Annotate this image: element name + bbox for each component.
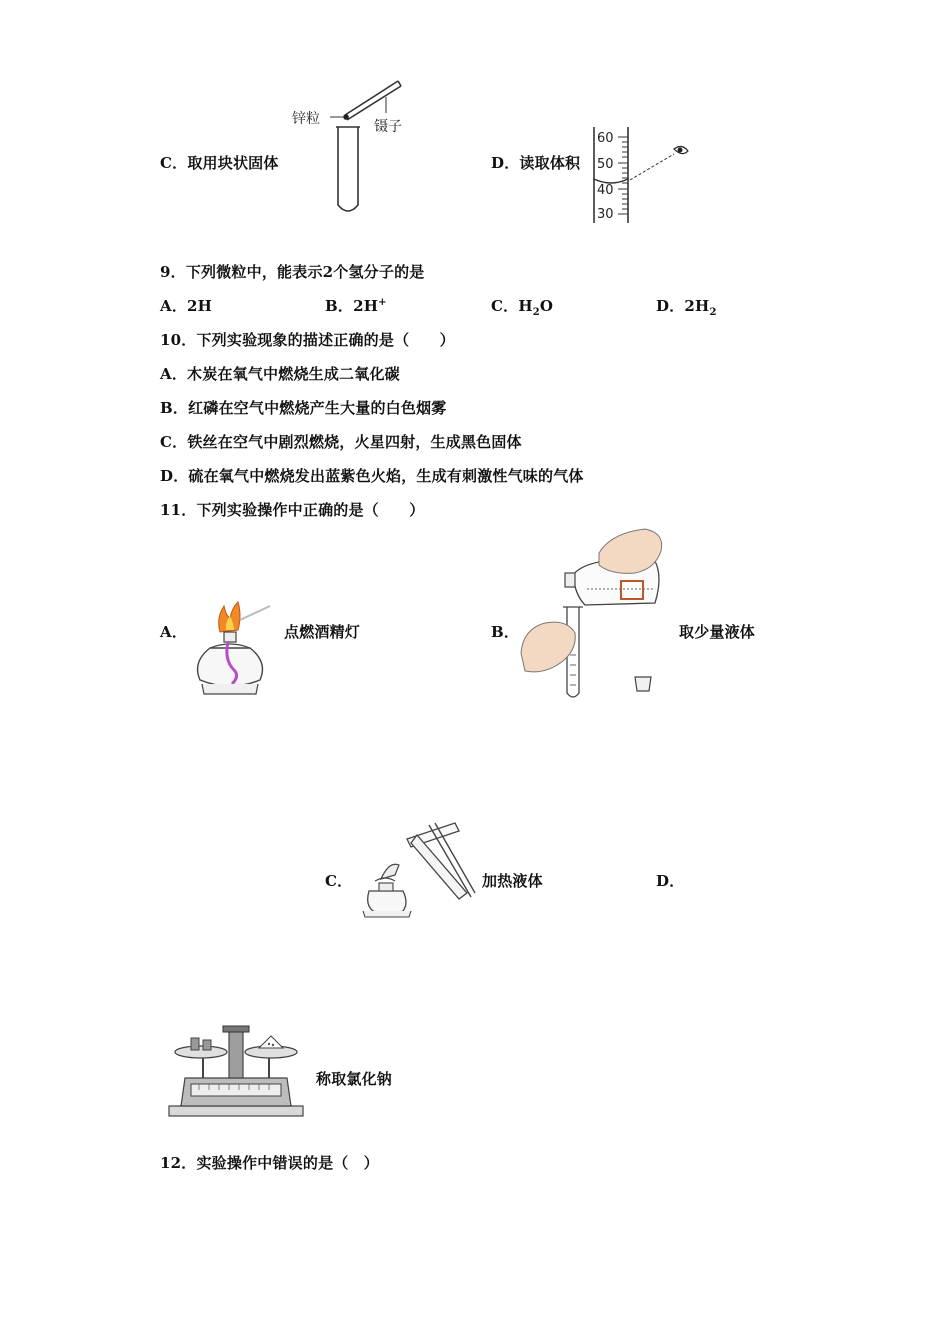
zinc-label: 锌粒: [292, 111, 320, 127]
q9-option-a: A．2H: [160, 297, 213, 315]
q10-stem: 10．下列实验现象的描述正确的是（ ）: [160, 331, 455, 349]
eye-icon: [674, 146, 688, 153]
tweezers-label: 镊子: [374, 119, 402, 135]
q11-option-c-letter: C．: [325, 872, 353, 890]
q9-option-c: C．$H_2O$: [491, 297, 554, 318]
q10-option-d: D．硫在氧气中燃烧发出蓝紫色火焰，生成有刺激性气味的气体: [160, 467, 584, 485]
q11-option-b-text: 取少量液体: [679, 623, 756, 641]
q11-option-b-letter: B．: [491, 623, 520, 641]
q11-option-c-text: 加热液体: [482, 872, 543, 890]
q11-stem: 11．下列实验操作中正确的是（ ）: [160, 501, 425, 519]
q9-option-d: D．$2H_2$: [656, 297, 717, 318]
q11-option-d-text: 称取氯化钠: [316, 1070, 393, 1088]
q11-option-a-letter: A．: [160, 623, 188, 641]
q8-option-c-text: 取用块状固体: [187, 154, 279, 172]
q10-option-b: B．红磷在空气中燃烧产生大量的白色烟雾: [160, 399, 447, 417]
q8-option-d-letter: D．: [491, 154, 520, 172]
q10-option-a: A．木炭在氧气中燃烧生成二氧化碳: [160, 365, 400, 383]
q9-stem: 9．下列微粒中，能表示2个氢分子的是: [160, 263, 425, 281]
q11-option-d-letter: D．: [656, 872, 685, 890]
alcohol-lamp-figure: [190, 600, 280, 700]
heat-liquid-figure: [355, 815, 480, 925]
pour-liquid-figure: [515, 525, 675, 705]
test-tube-tweezers-figure: [290, 75, 420, 220]
balance-figure: [165, 1022, 307, 1120]
q8-option-d-text: 读取体积: [519, 154, 581, 172]
q10-option-c: C．铁丝在空气中剧烈燃烧，火星四射，生成黑色固体: [160, 433, 522, 451]
q8-option-c-letter: C．: [160, 154, 188, 172]
scale-40: 40: [597, 183, 614, 198]
q8-option-c: [160, 152, 279, 173]
scale-60: 60: [597, 131, 614, 146]
q12-stem: 12．实验操作中错误的是（ ）: [160, 1154, 379, 1172]
q9-option-b: B．2H+: [325, 297, 387, 315]
scale-50: 50: [597, 157, 614, 172]
scale-30: 30: [597, 207, 614, 222]
q11-option-a-text: 点燃酒精灯: [284, 623, 361, 641]
q8-option-d: [491, 152, 580, 173]
graduated-cylinder-figure: [590, 125, 700, 225]
